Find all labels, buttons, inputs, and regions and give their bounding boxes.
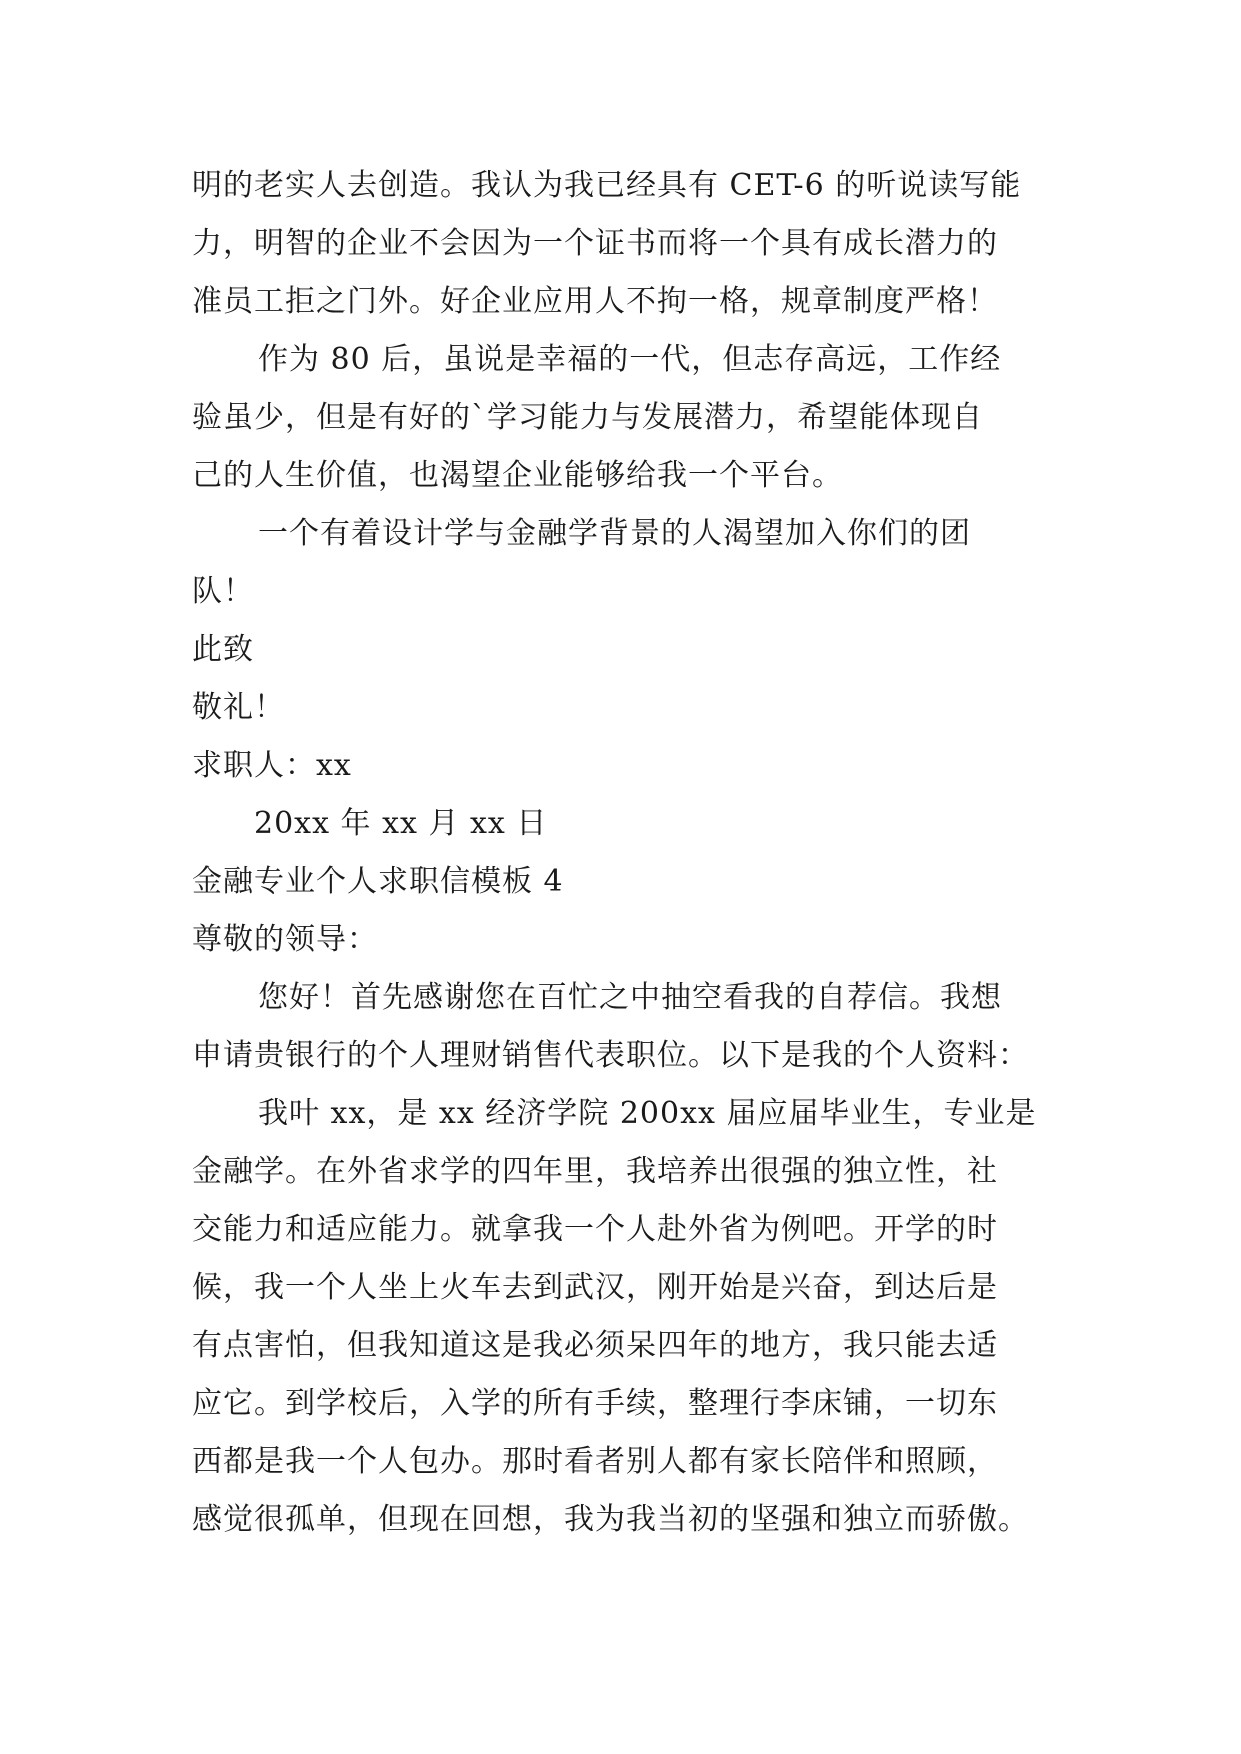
date-line: 20xx 年 xx 月 xx 日 [254, 806, 548, 841]
paragraph-line: 金融学。在外省求学的四年里，我培养出很强的独立性，社 [192, 1154, 998, 1189]
paragraph-line: 准员工拒之门外。好企业应用人不拘一格，规章制度严格！ [192, 284, 998, 319]
greeting-line: 尊敬的领导： [192, 922, 378, 957]
closing-respect: 敬礼！ [192, 690, 285, 725]
paragraph-line: 交能力和适应能力。就拿我一个人赴外省为例吧。开学的时 [192, 1212, 998, 1247]
paragraph-line: 明的老实人去创造。我认为我已经具有 CET-6 的听说读写能 [192, 168, 1022, 203]
paragraph-line: 应它。到学校后，入学的所有手续，整理行李床铺，一切东 [192, 1386, 998, 1421]
closing-salutation: 此致 [192, 632, 254, 667]
section-title: 金融专业个人求职信模板 4 [192, 864, 564, 899]
paragraph-line: 候，我一个人坐上火车去到武汉，刚开始是兴奋，到达后是 [192, 1270, 998, 1305]
paragraph-line: 验虽少，但是有好的`学习能力与发展潜力，希望能体现自 [192, 400, 983, 435]
paragraph-line: 有点害怕，但我知道这是我必须呆四年的地方，我只能去适 [192, 1328, 998, 1363]
paragraph-line: 申请贵银行的个人理财销售代表职位。以下是我的个人资料： [192, 1038, 1029, 1073]
paragraph-line: 己的人生价值，也渴望企业能够给我一个平台。 [192, 458, 843, 493]
paragraph-line: 力，明智的企业不会因为一个证书而将一个具有成长潜力的 [192, 226, 998, 261]
paragraph-line: 感觉很孤单，但现在回想，我为我当初的坚强和独立而骄傲。 [192, 1502, 1029, 1537]
paragraph-line: 作为 80 后，虽说是幸福的一代，但志存高远，工作经 [258, 342, 1002, 377]
paragraph-line: 我叶 xx，是 xx 经济学院 200xx 届应届毕业生，专业是 [258, 1096, 1037, 1131]
paragraph-line: 西都是我一个人包办。那时看者别人都有家长陪伴和照顾， [192, 1444, 998, 1479]
paragraph-line: 队！ [192, 574, 254, 609]
paragraph-line: 您好！首先感谢您在百忙之中抽空看我的自荐信。我想 [258, 980, 1002, 1015]
paragraph-line: 一个有着设计学与金融学背景的人渴望加入你们的团 [258, 516, 971, 551]
signature-line: 求职人：xx [192, 748, 352, 783]
